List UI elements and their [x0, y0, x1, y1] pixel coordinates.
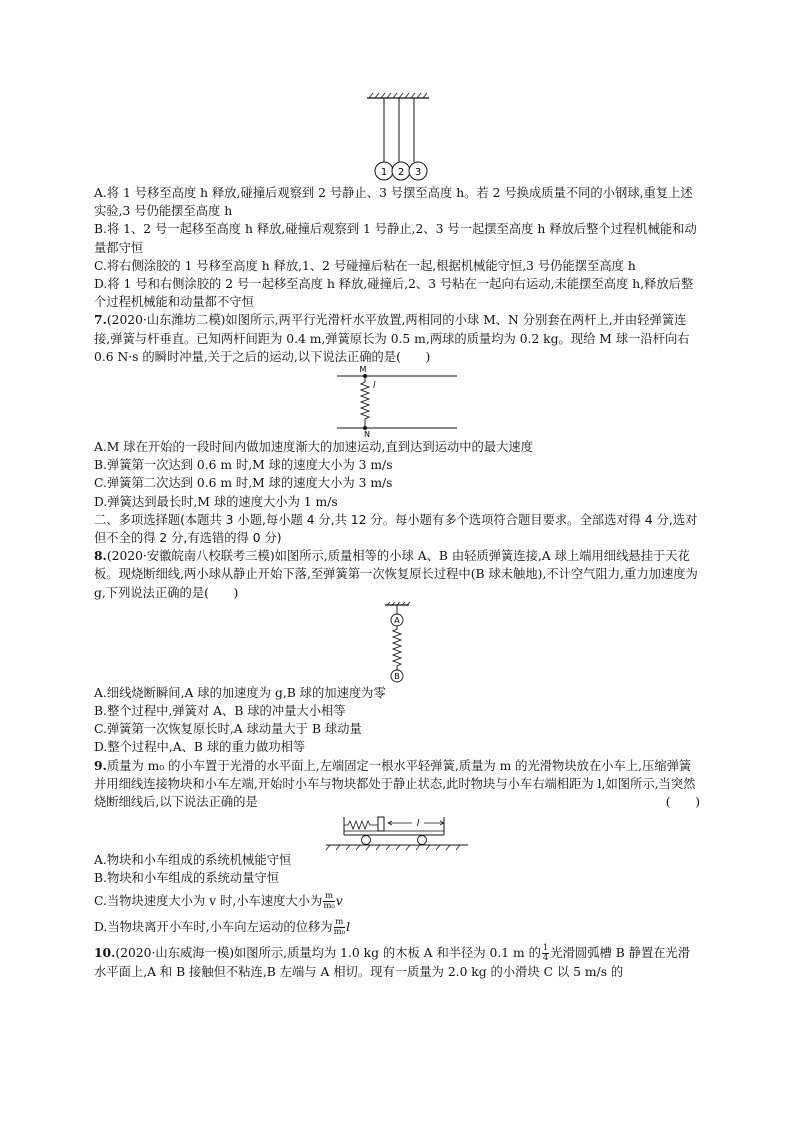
ball-1-label: 1: [380, 167, 388, 178]
q7-option-a: A.M 球在开始的一段时间内做加速度渐大的加速运动,直到达到运动中的最大速度: [94, 440, 533, 455]
ball-3-label: 3: [414, 167, 422, 178]
q6-option-a: A.将 1 号移至高度 h 释放,碰撞后观察到 2 号静止、3 号摆至高度 h。若 2 号换成质量不同的小钢球,重复上述实验,3 号仍能摆至高度 h: [94, 186, 693, 219]
label-n: N: [364, 430, 370, 439]
q6-options: [94, 184, 700, 311]
frac-den: m₀: [323, 900, 335, 911]
wheel-left: [362, 836, 371, 845]
q9-option-c-fraction: [323, 892, 334, 911]
ball-m: [363, 374, 367, 378]
q10-fraction: [542, 944, 549, 963]
q7-number: 7.: [94, 312, 107, 328]
ball-2-label: 2: [397, 167, 405, 178]
q9-option-c: [94, 888, 700, 914]
q8-option-a: A.细线烧断瞬间,A 球的加速度为 g,B 球的加速度为零: [94, 685, 386, 700]
wheel-right: [418, 836, 427, 845]
q8-stem: [94, 547, 700, 602]
q9-option-d: [94, 914, 700, 940]
q9-option-c-var: v: [335, 893, 343, 908]
frac-num: m: [325, 890, 334, 901]
section-2-heading: 二、多项选择题(本题共 3 小题,每小题 4 分,共 12 分。每小题有多个选项符合题目要求。全部选对得 4 分,选对但不全的得 2 分,有选错的得 0 分): [94, 512, 698, 546]
label-b: B: [394, 671, 400, 681]
spring: [361, 378, 369, 426]
q9-option-b: B.物块和小车组成的系统动量守恒: [94, 871, 280, 886]
q9-options: [94, 851, 700, 939]
label-l: l: [373, 381, 376, 392]
q9-option-d-var: l: [346, 919, 350, 934]
q8-option-b: B.整个过程中,弹簧对 A、B 球的冲量大小相等: [94, 704, 346, 719]
q7-option-d: D.弹簧达到最长时,M 球的速度大小为 1 m/s: [94, 494, 338, 509]
question-8: [94, 547, 700, 756]
q7-option-b: B.弹簧第一次达到 0.6 m 时,M 球的速度大小为 3 m/s: [94, 458, 393, 473]
cart-spring: [344, 821, 378, 829]
pendulum-diagram: [327, 92, 467, 184]
label-m: M: [359, 366, 367, 375]
q8-option-c: C.弹簧第一次恢复原长时,A 球动量大于 B 球动量: [94, 722, 362, 737]
q8-option-d: D.整个过程中,A、B 球的重力做功相等: [94, 740, 306, 755]
q9-answer-paren: ( ): [665, 795, 700, 810]
q7-options: [94, 438, 700, 511]
q10-stem: [94, 944, 700, 981]
q8-figure: [367, 602, 427, 684]
exam-page: [94, 92, 700, 981]
cart-spring-diagram: [322, 811, 472, 851]
q6-option-d: D.将 1 号和右侧涂胶的 2 号一起移至高度 h 释放,碰撞后,2、3 号粘在一起向右运动,未能摆至高度 h,释放后整个过程机械能和动量都不守恒: [94, 277, 694, 310]
label-a: A: [394, 615, 400, 625]
q9-option-a: A.物块和小车组成的系统机械能守恒: [94, 853, 292, 868]
q9-option-d-fraction: [334, 918, 345, 937]
question-10: [94, 944, 700, 981]
q7-stem: [94, 311, 700, 366]
q9-option-d-text: D.当物块离开小车时,小车向左运动的位移为: [94, 919, 333, 934]
q7-option-c: C.弹簧第二次达到 0.6 m 时,M 球的速度大小为 3 m/s: [94, 476, 393, 491]
spring-ab: [393, 626, 401, 670]
q10-text-b: 光滑圆弧槽 B 静置在光滑水平面上,A 和 B 接触但不粘连,B 左端与 A 相切。现有一质量为 2.0 kg 的小滑块 C 以 5 m/s 的: [94, 945, 691, 979]
spring-balls-diagram: [367, 602, 427, 684]
q6-option-b: B.将 1、2 号一起移至高度 h 释放,碰撞后观察到 1 号静止,2、3 号一起摆至高度 h 释放后整个过程机械能和动量都守恒: [94, 222, 697, 255]
frac-den: 4: [542, 952, 549, 963]
frac-den: m₀: [333, 926, 346, 937]
frac-num: m: [335, 916, 344, 927]
q7-text: (2020·山东潍坊二模)如图所示,两平行光滑杆水平放置,两相同的小球 M、N 分别套在两杆上,并由轻弹簧连接,弹簧与杆垂直。已知两杆间距为 0.4 m,弹簧原长为 0.5 m,两球的质量均为 0.2 kg。现给 M 球一沿杆向右 0.6 N·s 的瞬时冲量,关于之后的运动,以下说法正确的是( ): [94, 313, 690, 364]
q8-options: [94, 684, 700, 757]
q10-number: 10.: [94, 944, 116, 960]
q9-text: 质量为 m₀ 的小车置于光滑的水平面上,左端固定一根水平轻弹簧,质量为 m 的光滑物块放在小车上,压缩弹簧并用细线连接物块和小车左端,开始时小车与物块都处于静止状态,此时物块与小车右端相距为 l,如图所示,当突然烧断细线后,以下说法正确的是: [94, 758, 696, 810]
q9-number: 9.: [94, 757, 107, 773]
question-7: [94, 311, 700, 510]
q6-option-c: C.将右侧涂胶的 1 号移至高度 h 释放,1、2 号碰撞后粘在一起,根据机械能守恒,3 号仍能摆至高度 h: [94, 258, 636, 273]
label-l: l: [416, 819, 420, 830]
q10-text-a: (2020·山东威海一模)如图所示,质量均为 1.0 kg 的木板 A 和半径为 0.1 m 的: [115, 945, 541, 960]
q8-number: 8.: [94, 548, 107, 564]
block: [378, 817, 384, 831]
q9-stem: [94, 757, 700, 812]
rods-spring-diagram: [327, 366, 467, 438]
q9-option-c-text: C.当物块速度大小为 v 时,小车速度大小为: [94, 893, 323, 908]
question-9: [94, 757, 700, 940]
q8-text: (2020·安徽皖南八校联考三模)如图所示,质量相等的小球 A、B 由轻质弹簧连接,A 球上端用细线悬挂于天花板。现烧断细线,两小球从静止开始下落,至弹簧第一次恢复原长过程中(B 球未触地),不计空气阻力,重力加速度为 g,下列说法正确的是( ): [94, 549, 698, 600]
frac-num: 1: [542, 942, 549, 953]
q7-figure: [327, 366, 467, 438]
pendulum-figure: [327, 92, 467, 184]
q9-figure: [322, 811, 472, 851]
